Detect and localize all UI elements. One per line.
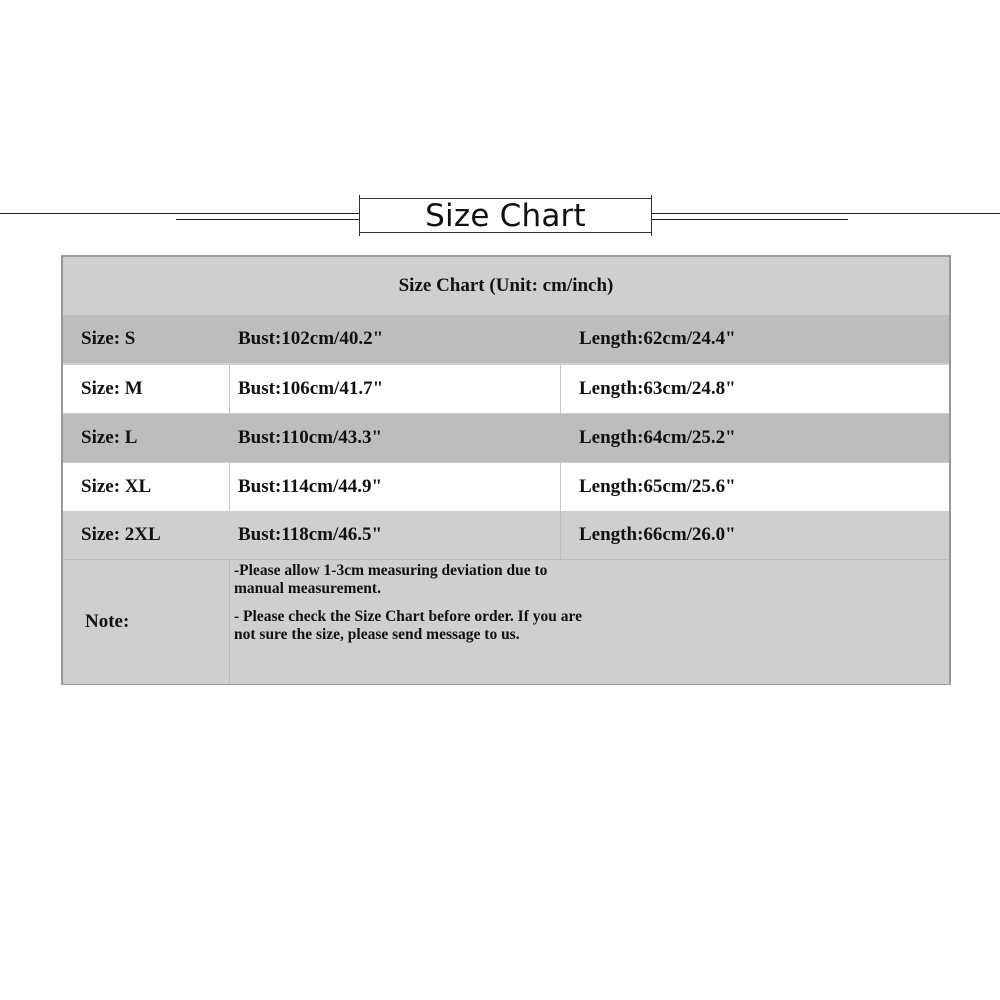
banner-line-left: [0, 213, 360, 214]
bust-cell: Bust:102cm/40.2": [238, 328, 384, 349]
banner-tick: [359, 195, 360, 203]
table-row-m: [63, 365, 949, 413]
note-line: -Please allow 1-3cm measuring deviation due to manual measurement.: [234, 562, 548, 597]
size-chart-table: [61, 255, 951, 685]
bust-cell: Bust:118cm/46.5": [230, 511, 561, 559]
size-cell: Size: 2XL: [81, 524, 161, 545]
banner-title: Size Chart: [425, 197, 586, 234]
length-cell: Length:62cm/24.4": [579, 328, 736, 349]
banner-underline-right: [652, 219, 848, 220]
bust-cell: Bust:106cm/41.7": [230, 365, 561, 413]
banner-tick: [651, 195, 652, 203]
length-cell: Length:66cm/26.0": [579, 524, 736, 545]
bust-cell: Bust:114cm/44.9": [230, 463, 561, 511]
table-row-xl: [63, 463, 949, 511]
table-row-s: [63, 315, 949, 363]
size-cell: Size: S: [81, 328, 136, 349]
banner-title-box: [359, 198, 652, 233]
note-label: Note:: [63, 560, 230, 684]
banner-line-right: [652, 213, 1000, 214]
bust-cell: Bust:110cm/43.3": [238, 427, 383, 448]
note-row: [63, 559, 949, 684]
banner-tick: [359, 228, 360, 236]
size-cell: Size: XL: [63, 463, 230, 511]
banner-tick: [651, 228, 652, 236]
length-cell: Length:65cm/25.6": [579, 476, 736, 497]
table-row-2xl: [63, 511, 949, 559]
banner-underline-left: [176, 219, 360, 220]
table-header: Size Chart (Unit: cm/inch): [63, 257, 949, 315]
size-cell: Size: L: [81, 427, 138, 448]
size-cell: Size: M: [63, 365, 230, 413]
length-cell: Length:64cm/25.2": [579, 427, 736, 448]
note-text: [230, 560, 594, 684]
table-row-l: [63, 414, 949, 462]
note-line: - Please check the Size Chart before order. If you are not sure the size, please send message to us.: [234, 608, 582, 643]
length-cell: Length:63cm/24.8": [579, 378, 736, 399]
